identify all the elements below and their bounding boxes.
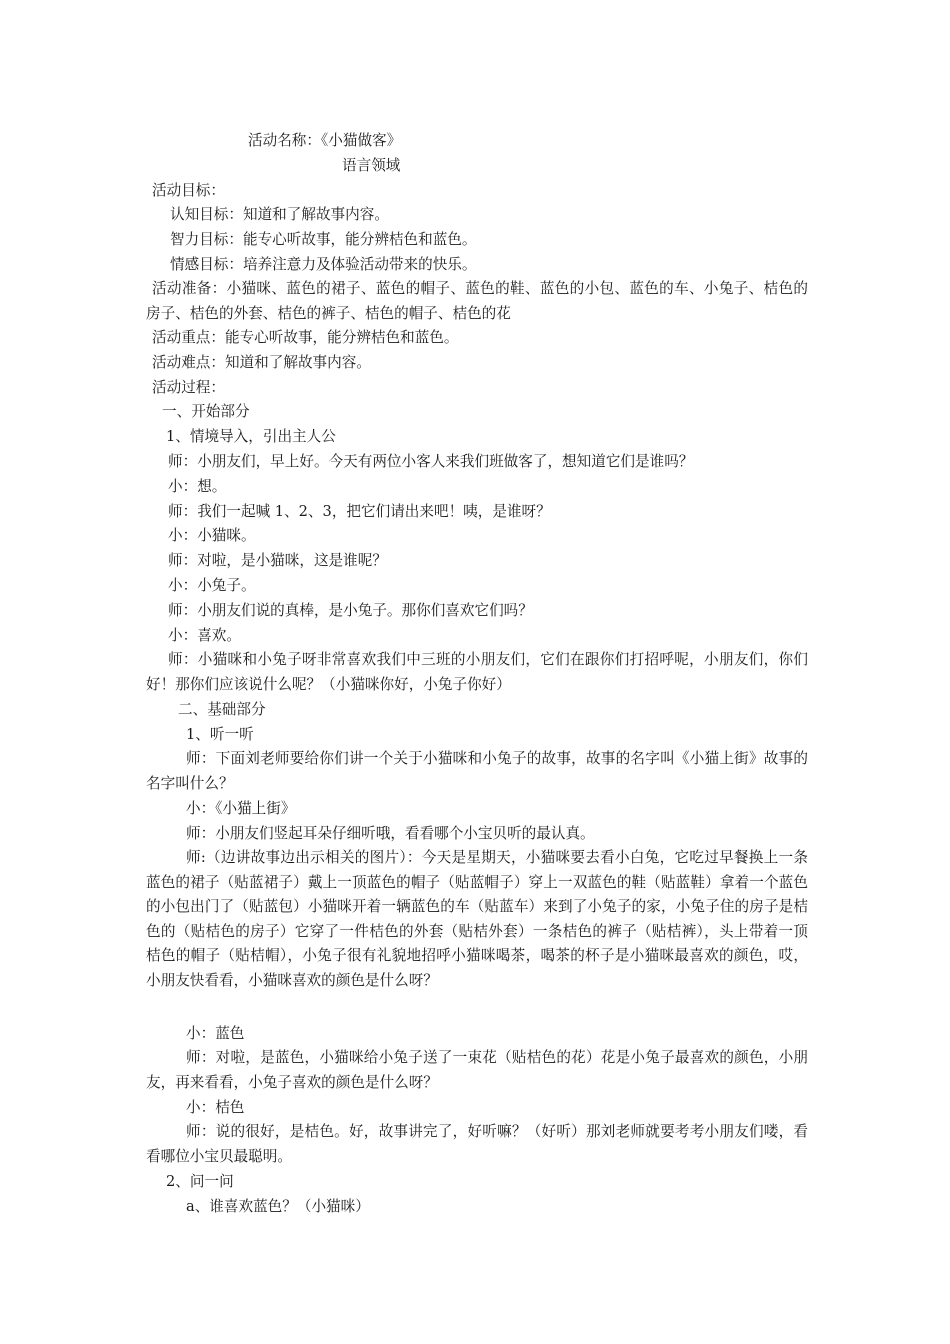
dialogue-paragraph: 师：对啦，是蓝色，小猫咪给小兔子送了一束花（贴桔色的花）花是小兔子最喜欢的颜色，小朋友，再来看看，小兔子喜欢的颜色是什么呀？ (146, 1049, 808, 1091)
dialogue-line: 小：小猫咪。 (168, 527, 256, 544)
activity-title: 活动名称：《小猫做客》 (248, 132, 402, 149)
dialogue-line: 小：喜欢。 (168, 627, 241, 644)
goals-heading: 活动目标： (152, 182, 225, 199)
part1-step1: 1、情境导入，引出主人公 (166, 428, 336, 445)
dialogue-line: 师：小朋友们说的真棒，是小兔子。那你们喜欢它们吗？ (168, 602, 533, 619)
dialogue-line: 师：小朋友们，早上好。今天有两位小客人来我们班做客了，想知道它们是谁吗？ (168, 453, 694, 470)
story-intro-paragraph: 师：下面刘老师要给你们讲一个关于小猫咪和小兔子的故事，故事的名字叫《小猫上街》故事的名字叫什么？ (146, 750, 808, 792)
dialogue-line: 小：《小猫上街》 (186, 800, 296, 817)
dialogue-line: 小：蓝色 (186, 1025, 245, 1042)
difficulty: 活动难点：知道和了解故事内容。 (152, 354, 371, 371)
dialogue-line: 师：小朋友们竖起耳朵仔细听哦，看看哪个小宝贝听的最认真。 (186, 825, 595, 842)
part1-heading: 一、开始部分 (162, 403, 250, 420)
dialogue-line: 小：小兔子。 (168, 577, 256, 594)
part2-step2: 2、问一问 (166, 1173, 234, 1190)
part2-heading: 二、基础部分 (178, 701, 266, 718)
prep-paragraph: 活动准备：小猫咪、蓝色的裙子、蓝色的帽子、蓝色的鞋、蓝色的小包、蓝色的车、小兔子、桔色的房子、桔色的外套、桔色的裤子、桔色的帽子、桔色的花 (146, 280, 808, 322)
story-paragraph: 师:（边讲故事边出示相关的图片）：今天是星期天，小猫咪要去看小白兔，它吃过早餐换上一条蓝色的裙子（贴蓝裙子）戴上一顶蓝色的帽子（贴蓝帽子）穿上一双蓝色的鞋（贴蓝鞋）拿着一个蓝色的小包出门了（贴蓝包）小猫咪开着一辆蓝色的车（贴蓝车）来到了小兔子的家，小兔子住的房子是桔色的（贴桔色的房子）它穿了一件桔色的外套（贴桔外套）一条桔色的裤子（贴桔裤），头上带着一顶桔色的帽子（贴桔帽），小兔子很有礼貌地招呼小猫咪喝茶，喝茶的杯子是小猫咪最喜欢的颜色，哎，小朋友快看看，小猫咪喜欢的颜色是什么呀？ (146, 849, 808, 989)
goal-intellect: 智力目标：能专心听故事，能分辨桔色和蓝色。 (170, 231, 477, 248)
dialogue-line: 师：对啦，是小猫咪，这是谁呢？ (168, 552, 387, 569)
dialogue-paragraph: 师：小猫咪和小兔子呀非常喜欢我们中三班的小朋友们，它们在跟你们打招呼呢，小朋友们，你们好！那你们应该说什么呢？（小猫咪你好，小兔子你好） (146, 651, 808, 693)
goal-cognitive: 认知目标：知道和了解故事内容。 (170, 206, 389, 223)
dialogue-paragraph: 师：说的很好，是桔色。好，故事讲完了，好听嘛？（好听）那刘老师就要考考小朋友们喽，看看哪位小宝贝最聪明。 (146, 1123, 808, 1165)
process-heading: 活动过程： (152, 379, 225, 396)
dialogue-line: 师：我们一起喊 1、2、3，把它们请出来吧！咦，是谁呀？ (168, 503, 551, 520)
key-point: 活动重点：能专心听故事，能分辨桔色和蓝色。 (152, 329, 459, 346)
dialogue-line: 小：想。 (168, 478, 227, 495)
question-line: a、谁喜欢蓝色？（小猫咪） (186, 1198, 370, 1215)
goal-emotion: 情感目标：培养注意力及体验活动带来的快乐。 (170, 256, 477, 273)
part2-step1: 1、听一听 (186, 726, 254, 743)
domain-label: 语言领域 (342, 157, 401, 174)
dialogue-line: 小：桔色 (186, 1099, 245, 1116)
